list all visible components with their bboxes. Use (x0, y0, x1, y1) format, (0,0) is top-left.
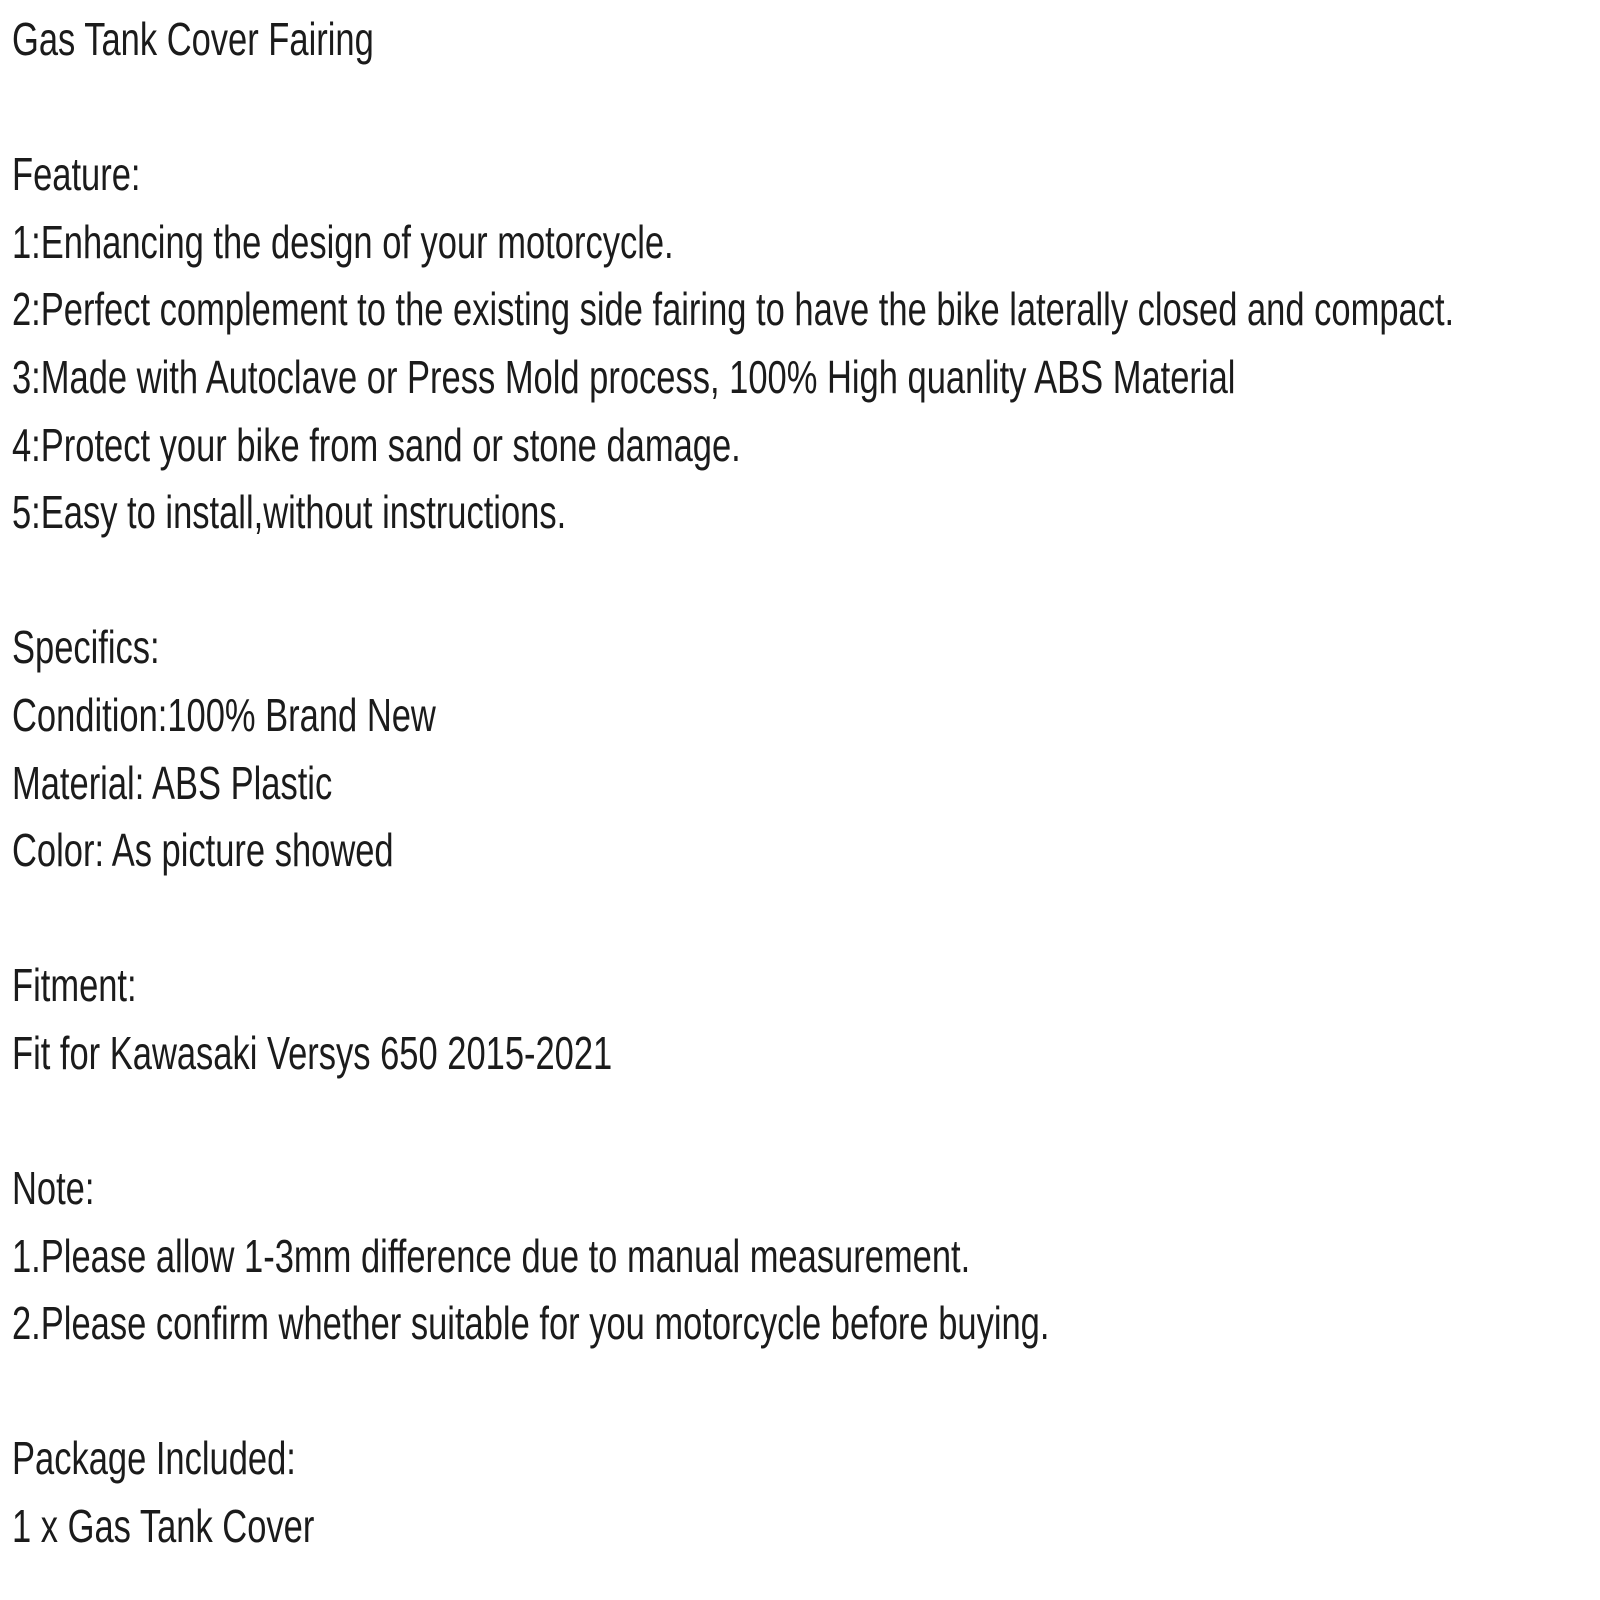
blank-line (12, 1358, 1600, 1426)
text-line: Material: ABS Plastic (12, 756, 333, 809)
section-heading-package: Package Included: (12, 1432, 296, 1485)
blank-line (12, 547, 1600, 615)
blank-line (12, 74, 1600, 142)
text-line: Color: As picture showed (12, 824, 394, 877)
section-heading-specifics: Specifics: (12, 621, 160, 674)
text-line: 1 x Gas Tank Cover (12, 1500, 315, 1553)
doc-title: Gas Tank Cover Fairing (12, 13, 374, 65)
text-line: 1.Please allow 1-3mm difference due to manual measurement. (12, 1229, 971, 1282)
text-line: 4:Protect your bike from sand or stone damage. (12, 418, 741, 471)
text-line: 2.Please confirm whether suitable for you motorcycle before buying. (12, 1297, 1050, 1350)
section-heading-feature: Feature: (12, 148, 141, 201)
text-line: Condition:100% Brand New (12, 688, 436, 741)
section-heading-note: Note: (12, 1162, 95, 1215)
text-line: 3:Made with Autoclave or Press Mold process, 100% High quanlity ABS Material (12, 350, 1236, 403)
text-line: Fit for Kawasaki Versys 650 2015-2021 (12, 1026, 613, 1079)
text-line: 1:Enhancing the design of your motorcycle. (12, 215, 674, 268)
text-line: 5:Easy to install,without instructions. (12, 486, 567, 539)
section-heading-fitment: Fitment: (12, 959, 137, 1012)
blank-line (12, 1088, 1600, 1156)
text-line: 2:Perfect complement to the existing side fairing to have the bike laterally closed and compact. (12, 283, 1455, 336)
blank-line (12, 885, 1600, 953)
